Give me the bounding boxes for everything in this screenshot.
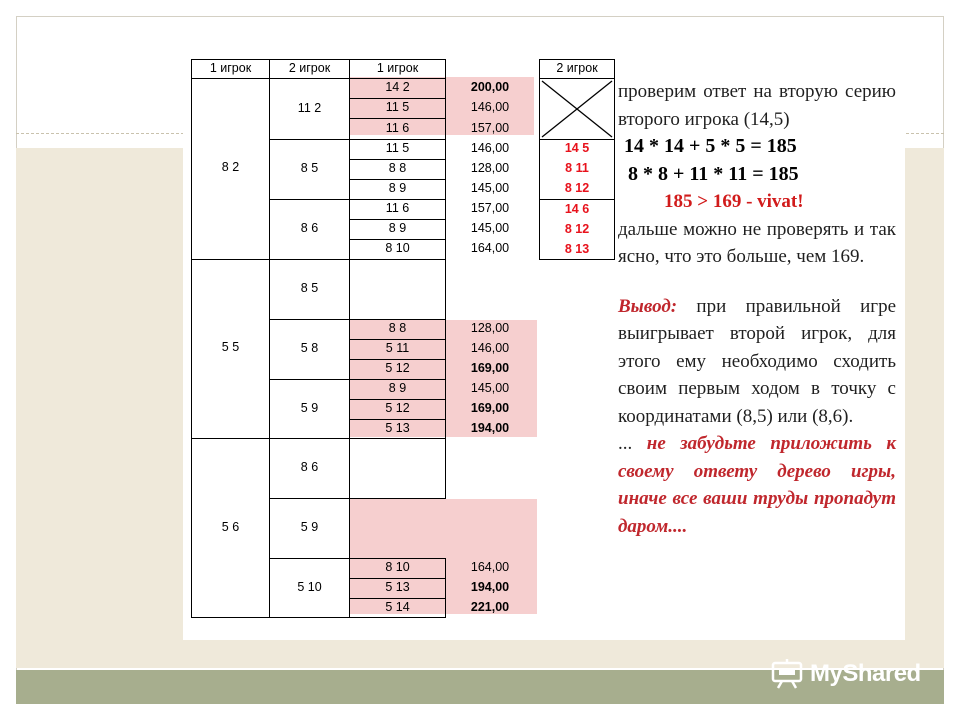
- score-value: 128,00: [470, 321, 510, 335]
- position-cell-empty: [349, 438, 446, 499]
- player1-move: 5 6: [221, 520, 240, 534]
- score-value: 169,00: [470, 361, 510, 375]
- reminder-text: не забудьте приложить к своему ответу дерево игры, иначе все ваши труды пропадут даром....: [618, 433, 897, 537]
- position-value: 11 5: [385, 100, 410, 114]
- score-value: 146,00: [470, 100, 510, 114]
- player2-move: 8 5: [300, 281, 319, 295]
- presentation-board-icon: [770, 659, 804, 689]
- score-value: 169,00: [470, 401, 510, 415]
- score-value: 200,00: [470, 80, 510, 94]
- player1-move: 8 2: [221, 160, 240, 174]
- response-value: 14 5: [564, 141, 590, 155]
- position-value: 8 8: [388, 321, 407, 335]
- header-player1-second: 1 игрок: [376, 61, 419, 75]
- position-value: 11 6: [385, 121, 410, 135]
- score-value: 128,00: [470, 161, 510, 175]
- score-value: 194,00: [470, 421, 510, 435]
- position-value: 5 13: [385, 580, 410, 594]
- player2-move: 11 2: [297, 101, 322, 115]
- player1-move: 5 5: [221, 340, 240, 354]
- conclusion-body: при правильной игре выигрывает второй игрок, для этого ему необходимо сходить своим первым ходом в точку с координатами (8,5) или (8,6).: [618, 295, 896, 427]
- player2-move: 5 9: [300, 401, 319, 415]
- explanation-text: [618, 78, 896, 540]
- reminder-prefix: ...: [618, 433, 647, 454]
- score-value: 194,00: [470, 580, 510, 594]
- player2-move: 8 6: [300, 460, 319, 474]
- score-value: 164,00: [470, 560, 510, 574]
- score-value: 157,00: [470, 201, 510, 215]
- header-player1: 1 игрок: [209, 61, 252, 75]
- conclusion-heading: Вывод:: [618, 295, 678, 317]
- response-value: 8 11: [565, 161, 589, 175]
- response-value: 8 13: [564, 242, 590, 256]
- player2-move: 8 6: [300, 221, 319, 235]
- score-value: 145,00: [470, 381, 510, 395]
- player2-move: 5 9: [300, 520, 319, 534]
- logo-text: MyShared: [810, 660, 921, 687]
- score-value: 221,00: [470, 600, 510, 614]
- equation-2: 8 * 8 + 11 * 11 = 185: [628, 162, 799, 185]
- cross-mark-icon: [540, 79, 614, 139]
- myshared-logo: [770, 657, 921, 691]
- position-value: 5 12: [385, 361, 410, 375]
- position-value: 8 10: [385, 241, 410, 255]
- position-cell-empty: [349, 259, 446, 320]
- score-value: 164,00: [470, 241, 510, 255]
- player2-move: 5 8: [300, 341, 319, 355]
- score-value: 145,00: [470, 181, 510, 195]
- score-value: 146,00: [470, 141, 510, 155]
- position-value: 5 11: [385, 341, 410, 355]
- score-value: 145,00: [470, 221, 510, 235]
- reminder-paragraph: [618, 430, 896, 540]
- position-value: 11 5: [385, 141, 410, 155]
- header-player2-second: 2 игрок: [556, 61, 598, 75]
- player2-move: 8 5: [300, 161, 319, 175]
- position-value: 8 9: [388, 381, 407, 395]
- response-value: 8 12: [564, 181, 590, 195]
- conclusion-paragraph: [618, 293, 896, 431]
- score-value: 146,00: [470, 341, 510, 355]
- position-value: 8 9: [388, 221, 407, 235]
- position-value: 8 9: [388, 181, 407, 195]
- further-text: дальше можно не проверять и так ясно, что это больше, чем 169.: [618, 218, 896, 267]
- response-value: 14 6: [564, 202, 590, 216]
- equation-1: 14 * 14 + 5 * 5 = 185: [624, 135, 797, 157]
- player2-move: 5 10: [297, 580, 322, 594]
- position-value: 5 13: [385, 421, 410, 435]
- vivat-text: 185 > 169 - vivat!: [664, 191, 804, 212]
- position-value: 8 10: [385, 560, 410, 574]
- response-value: 8 12: [564, 222, 590, 236]
- position-value: 11 6: [385, 201, 410, 215]
- position-value: 5 14: [385, 600, 410, 614]
- crossed-cell: [539, 78, 615, 140]
- header-player2: 2 игрок: [288, 61, 331, 75]
- position-value: 5 12: [385, 401, 410, 415]
- position-value: 14 2: [385, 80, 410, 94]
- position-value: 8 8: [388, 161, 407, 175]
- score-value: 157,00: [470, 121, 510, 135]
- intro-text: проверим ответ на вторую серию второго игрока (14,5): [618, 81, 896, 130]
